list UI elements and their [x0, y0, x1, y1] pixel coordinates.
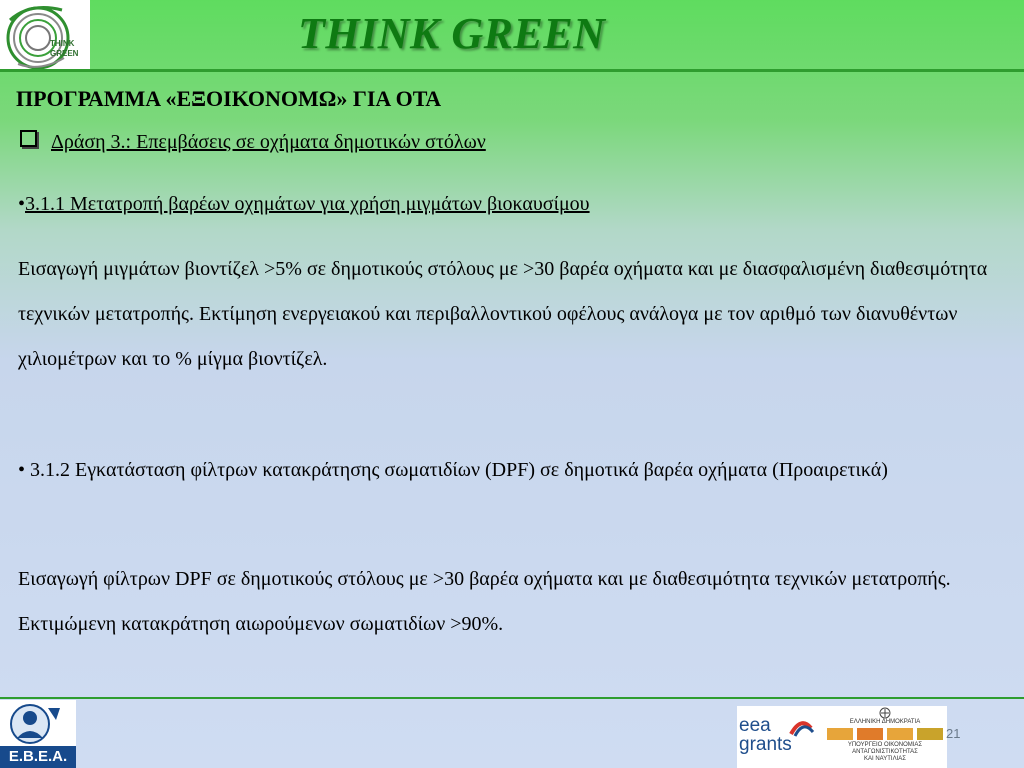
item-3-1-2-body: Εισαγωγή φίλτρων DPF σε δημοτικούς στόλους με >30 βαρέα οχήματα και με διαθεσιμότητα τεχνικών μετατροπής. Εκτιμώμενη κατακράτηση αιωρούμενων σωματιδίων >90%.: [18, 568, 951, 635]
ministry-logo: [823, 706, 947, 768]
action-heading: [20, 130, 486, 154]
think-green-logo: [0, 0, 90, 70]
ministry-line2: ΥΠΟΥΡΓΕΙΟ ΟΙΚΟΝΟΜΙΑΣ: [847, 742, 923, 748]
eea-heart-icon: [781, 710, 821, 750]
item-3-1-1-heading: [18, 182, 1008, 227]
ministry-line1: ΕΛΛΗΝΙΚΗ ΔΗΜΟΚΡΑΤΙΑ: [849, 719, 921, 725]
brand-title: THINK GREEN: [298, 9, 606, 58]
slide-subtitle: ΠΡΟΓΡΑΜΜΑ «ΕΞΟΙΚΟΝΟΜΩ» ΓΙΑ ΟΤΑ: [16, 86, 442, 111]
header-divider: [0, 69, 1024, 72]
item-bullet: •: [18, 193, 26, 215]
ebea-logo: [0, 700, 76, 768]
ministry-line3: ΑΝΤΑΓΩΝΙΣΤΙΚΟΤΗΤΑΣ: [852, 749, 918, 755]
footer-divider: [0, 697, 1024, 699]
item-3-1-2-title: • 3.1.2 Εγκατάσταση φίλτρων κατακράτησης σωματιδίων (DPF) σε δημοτικά βαρέα οχήματα (Προαιρετικά): [18, 459, 888, 481]
eea-text-line2: grants: [739, 734, 792, 755]
action-label: Δράση 3.: Επεμβάσεις σε οχήματα δημοτικών στόλων: [51, 131, 486, 153]
item-3-1-1-body: Εισαγωγή μιγμάτων βιοντίζελ >5% σε δημοτικούς στόλους με >30 βαρέα οχήματα και με διασφαλισμένη διαθεσιμότητα τεχνικών μετατροπής. Εκτίμηση ενεργειακού και περιβαλλοντικού οφέλους ανάλογα με τον αριθμό των διανυθέντων χιλιομέτρων και το % μίγμα βιοντίζελ.: [18, 258, 988, 370]
think-green-logo-icon: [0, 0, 90, 70]
logo-text-green: GREEN: [50, 49, 79, 58]
eea-grants-logo: [737, 706, 823, 768]
checkbox-bullet-icon: [20, 130, 37, 147]
ministry-line4: ΚΑΙ ΝΑΥΤΙΛΙΑΣ: [864, 756, 906, 762]
logo-text-think: THINK: [50, 39, 75, 48]
eea-text-line1: eea: [739, 715, 771, 736]
item-3-1-1-title: 3.1.1 Μετατροπή βαρέων οχημάτων για χρήση μιγμάτων βιοκαυσίμου: [25, 193, 590, 215]
ebea-emblem-icon: [0, 700, 76, 746]
slide-header: [0, 0, 1024, 70]
page-number: 21: [946, 726, 961, 741]
ebea-label: Ε.Β.Ε.Α.: [0, 746, 76, 768]
